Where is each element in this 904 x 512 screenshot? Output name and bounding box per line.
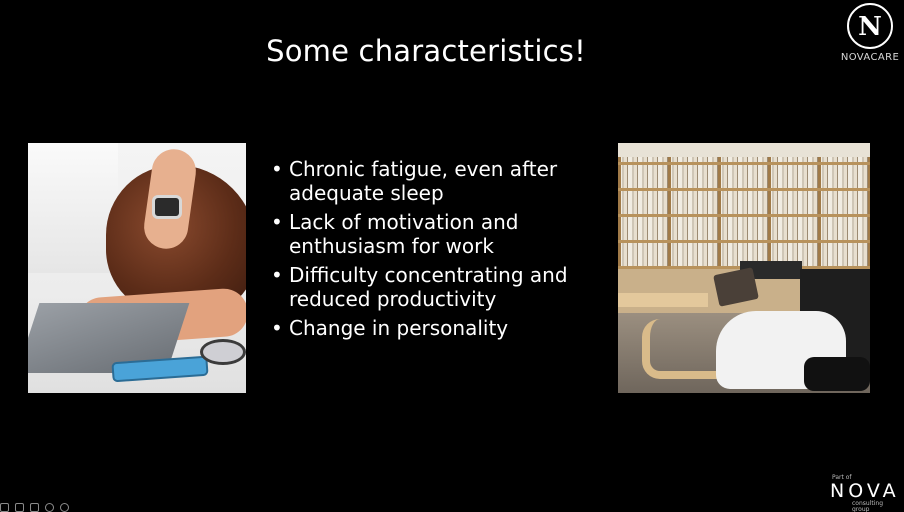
slides-icon[interactable]: [15, 503, 24, 512]
brand-name: NOVA: [830, 480, 900, 502]
slide-title: Some characteristics!: [266, 34, 586, 68]
list-item: [269, 157, 599, 205]
photo-book-on-face: [713, 267, 759, 307]
photo-mouse: [200, 339, 246, 365]
photo-smartwatch: [152, 195, 182, 219]
list-item: [269, 316, 599, 340]
photo-table: [618, 293, 708, 307]
list-item-text: Lack of motivation and enthusiasm for work: [289, 210, 519, 258]
photo-ceiling: [618, 143, 870, 157]
logo-name: NOVACARE: [840, 52, 900, 63]
list-item-text: Chronic fatigue, even after adequate sleep: [289, 157, 558, 205]
photo-legs: [804, 357, 870, 391]
list-item: [269, 263, 599, 311]
list-item: [269, 210, 599, 258]
brand-part-of: Part of: [832, 474, 852, 481]
list-item-text: Change in personality: [289, 316, 509, 340]
pen-icon[interactable]: [0, 503, 9, 512]
bullet-icon: •: [271, 316, 283, 340]
zoom-icon[interactable]: [45, 503, 54, 512]
logo-letter: N: [858, 12, 882, 42]
bullet-icon: •: [271, 210, 283, 234]
more-icon[interactable]: [60, 503, 69, 512]
logo-circle: [847, 3, 893, 49]
nova-brand: [826, 474, 900, 510]
list-item-text: Difficulty concentrating and reduced productivity: [289, 263, 568, 311]
characteristics-list: [269, 157, 599, 345]
bullet-icon: •: [271, 263, 283, 287]
novacare-logo: [838, 2, 902, 66]
presentation-toolbar: [0, 503, 69, 512]
photo-bookshelves: [618, 149, 870, 269]
camera-icon[interactable]: [30, 503, 39, 512]
tired-woman-laptop-photo: [28, 143, 246, 393]
photo-window: [28, 143, 118, 273]
brand-sub: consulting group: [852, 500, 883, 512]
sleeping-man-library-photo: [618, 143, 870, 393]
bullet-icon: •: [271, 157, 283, 181]
